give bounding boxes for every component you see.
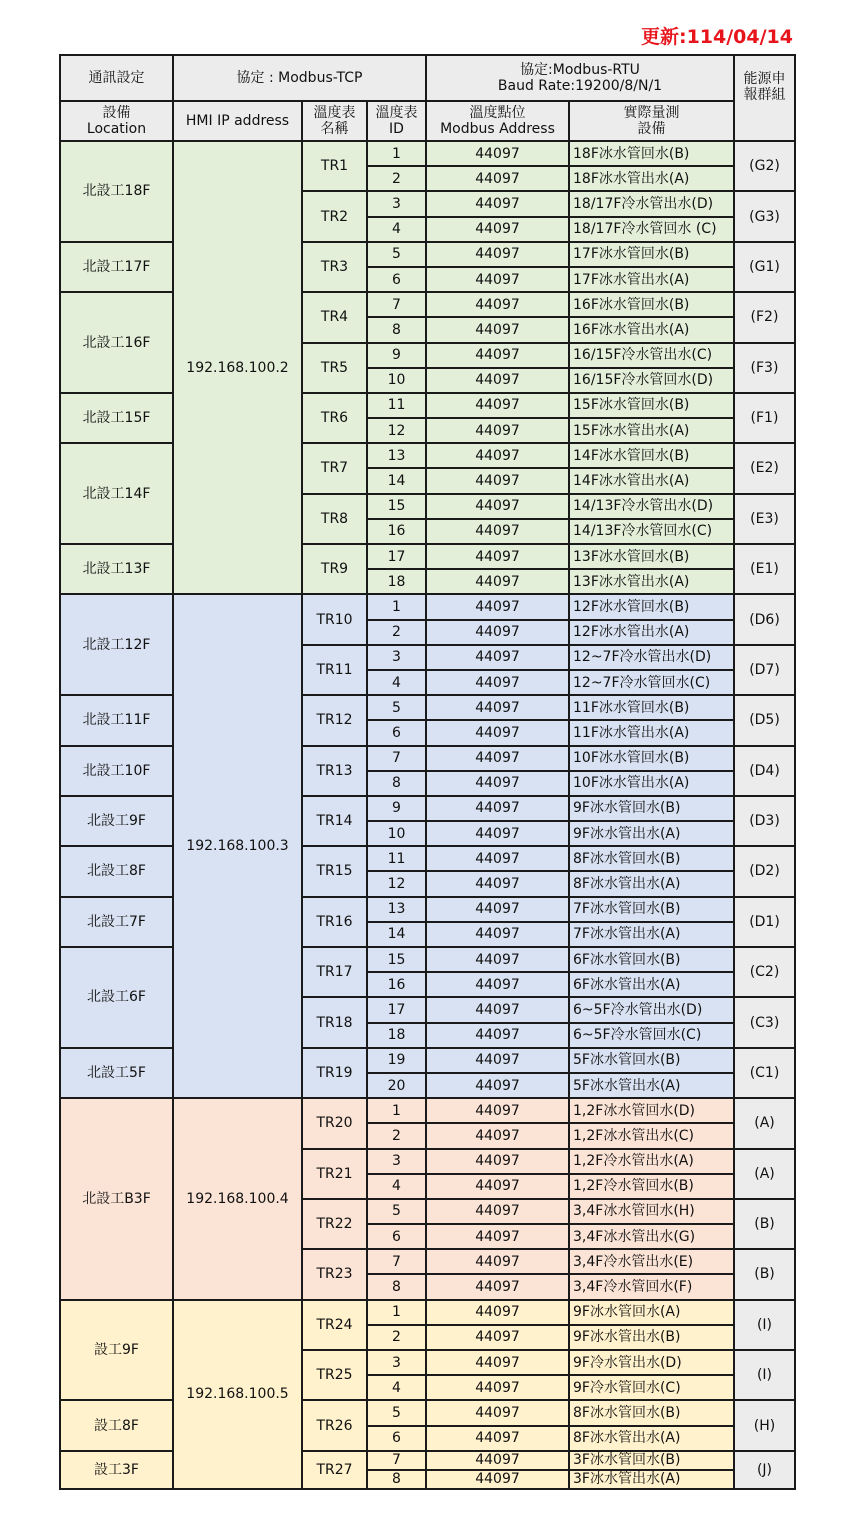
meter-id-cell: 10 [367,368,426,393]
location-cell: 北設工11F [60,695,173,745]
hmi-ip-cell: 192.168.100.4 [173,1098,302,1300]
meter-name-cell: TR11 [302,645,367,695]
meter-id-cell: 7 [367,746,426,771]
device-cell: 1,2F冰水管出水(C) [569,1123,734,1148]
device-cell: 9F冰水管出水(B) [569,1325,734,1350]
meter-id-cell: 12 [367,871,426,896]
meter-id-cell: 4 [367,217,426,242]
location-cell: 北設工17F [60,242,173,292]
meter-id-cell: 8 [367,1470,426,1489]
location-cell: 北設工6F [60,947,173,1048]
modbus-address-cell: 44097 [426,1400,569,1425]
device-cell: 11F冰水管回水(B) [569,695,734,720]
device-cell: 12~7F冷水管出水(D) [569,645,734,670]
device-cell: 1,2F冷水管出水(A) [569,1149,734,1174]
meter-name-cell: TR18 [302,997,367,1047]
header-group-line1: 能源申 [743,71,786,87]
table-row [60,443,795,468]
energy-group-cell: (I) [734,1300,795,1350]
energy-group-cell: (C3) [734,997,795,1047]
meter-id-cell: 7 [367,1249,426,1274]
device-cell: 6F冰水管回水(B) [569,947,734,972]
modbus-address-cell: 44097 [426,343,569,368]
energy-group-cell: (F1) [734,393,795,443]
energy-group-cell: (G1) [734,242,795,292]
table-row [60,897,795,922]
modbus-address-cell: 44097 [426,1224,569,1249]
device-cell: 18F冰水管出水(A) [569,166,734,191]
meter-id-cell: 5 [367,1199,426,1224]
meter-id-cell: 6 [367,1224,426,1249]
table-row [60,846,795,871]
table-row [60,544,795,569]
meter-id-cell: 5 [367,1400,426,1425]
device-cell: 9F冰水管出水(A) [569,821,734,846]
energy-group-cell: (D4) [734,746,795,796]
meter-id-cell: 1 [367,594,426,619]
device-cell: 6F冰水管出水(A) [569,972,734,997]
energy-group-cell: (A) [734,1098,795,1148]
meter-id-cell: 5 [367,695,426,720]
modbus-address-cell: 44097 [426,1274,569,1299]
device-cell: 7F冰水管出水(A) [569,922,734,947]
modbus-address-cell: 44097 [426,191,569,216]
device-cell: 8F冰水管出水(A) [569,871,734,896]
table-row [60,695,795,720]
modbus-address-cell: 44097 [426,620,569,645]
energy-group-cell: (C1) [734,1048,795,1098]
modbus-address-cell: 44097 [426,292,569,317]
device-cell: 3F冰水管出水(A) [569,1470,734,1489]
modbus-address-cell: 44097 [426,1350,569,1375]
meter-name-cell: TR22 [302,1199,367,1249]
energy-group-cell: (H) [734,1400,795,1450]
header-group-line2: 報群組 [743,87,786,103]
table-body [60,141,795,1489]
meter-id-cell: 20 [367,1073,426,1098]
meter-id-cell: 1 [367,1098,426,1123]
energy-group-cell: (C2) [734,947,795,997]
update-date: 更新:114/04/14 [640,26,793,48]
modbus-address-cell: 44097 [426,645,569,670]
meter-id-cell: 10 [367,821,426,846]
modbus-address-cell: 44097 [426,519,569,544]
modbus-address-cell: 44097 [426,1451,569,1470]
energy-group-cell: (D2) [734,846,795,896]
device-cell: 17F冰水管出水(A) [569,267,734,292]
location-cell: 北設工9F [60,796,173,846]
meter-id-cell: 14 [367,922,426,947]
modbus-address-cell: 44097 [426,695,569,720]
device-cell: 18/17F冷水管回水 (C) [569,217,734,242]
modbus-address-cell: 44097 [426,166,569,191]
device-cell: 10F冰水管回水(B) [569,746,734,771]
modbus-address-cell: 44097 [426,821,569,846]
meter-name-cell: TR7 [302,443,367,493]
header-meter-name-line2: 名稱 [320,121,349,137]
table-row [60,947,795,972]
meter-id-cell: 2 [367,1325,426,1350]
modbus-address-cell: 44097 [426,418,569,443]
header-modbus-address [426,101,569,141]
energy-group-cell: (A) [734,1149,795,1199]
meter-name-cell: TR10 [302,594,367,644]
meter-id-cell: 3 [367,1149,426,1174]
modbus-address-cell: 44097 [426,368,569,393]
meter-name-cell: TR16 [302,897,367,947]
meter-id-cell: 14 [367,468,426,493]
location-cell: 北設工13F [60,544,173,594]
modbus-address-cell: 44097 [426,1300,569,1325]
device-cell: 1,2F冰水管回水(D) [569,1098,734,1123]
device-cell: 12F冰水管回水(B) [569,594,734,619]
meter-id-cell: 9 [367,796,426,821]
modbus-address-cell: 44097 [426,1023,569,1048]
modbus-address-cell: 44097 [426,544,569,569]
modbus-address-cell: 44097 [426,1174,569,1199]
device-cell: 14F冰水管出水(A) [569,468,734,493]
header-meter-name-line1: 溫度表 [313,105,356,121]
location-cell: 北設工B3F [60,1098,173,1300]
device-cell: 3,4F冷水管回水(F) [569,1274,734,1299]
meter-name-cell: TR21 [302,1149,367,1199]
meter-name-cell: TR24 [302,1300,367,1350]
meter-name-cell: TR6 [302,393,367,443]
location-cell: 北設工8F [60,846,173,896]
device-cell: 3F冰水管回水(B) [569,1451,734,1470]
modbus-address-cell: 44097 [426,1098,569,1123]
energy-group-cell: (D1) [734,897,795,947]
energy-group-cell: (F2) [734,292,795,342]
header-location-line2: Location [86,121,147,137]
device-cell: 16/15F冷水管出水(C) [569,343,734,368]
device-cell: 9F冷水管出水(D) [569,1350,734,1375]
modbus-address-cell: 44097 [426,947,569,972]
header-protocol-rtu [426,55,734,101]
device-cell: 9F冰水管回水(A) [569,1300,734,1325]
table-row [60,594,795,619]
meter-name-cell: TR9 [302,544,367,594]
modbus-address-cell: 44097 [426,796,569,821]
hmi-ip-cell: 192.168.100.5 [173,1300,302,1489]
meter-name-cell: TR15 [302,846,367,896]
device-cell: 13F冰水管出水(A) [569,569,734,594]
meter-id-cell: 17 [367,997,426,1022]
device-cell: 16F冰水管回水(B) [569,292,734,317]
energy-group-cell: (D3) [734,796,795,846]
meter-id-cell: 11 [367,393,426,418]
header-protocol-tcp: 協定 : Modbus-TCP [173,55,426,101]
energy-group-cell: (D5) [734,695,795,745]
modbus-address-cell: 44097 [426,897,569,922]
modbus-address-cell: 44097 [426,1249,569,1274]
meter-id-cell: 5 [367,242,426,267]
device-cell: 18F冰水管回水(B) [569,141,734,166]
meter-id-cell: 15 [367,494,426,519]
meter-id-cell: 3 [367,1350,426,1375]
modbus-address-cell: 44097 [426,771,569,796]
table-row [60,1400,795,1425]
location-cell: 北設工12F [60,594,173,695]
meter-name-cell: TR14 [302,796,367,846]
device-cell: 1,2F冷水管回水(B) [569,1174,734,1199]
table-row [60,393,795,418]
meter-id-cell: 3 [367,191,426,216]
meter-id-cell: 19 [367,1048,426,1073]
device-cell: 16/15F冷水管回水(D) [569,368,734,393]
table-row [60,292,795,317]
modbus-address-cell: 44097 [426,846,569,871]
energy-group-cell: (D6) [734,594,795,644]
meter-name-cell: TR13 [302,746,367,796]
device-cell: 13F冰水管回水(B) [569,544,734,569]
meter-name-cell: TR26 [302,1400,367,1450]
energy-group-cell: (F3) [734,343,795,393]
energy-group-cell: (E3) [734,494,795,544]
energy-group-cell: (E2) [734,443,795,493]
energy-group-cell: (G3) [734,191,795,241]
modbus-address-cell: 44097 [426,317,569,342]
device-cell: 16F冰水管出水(A) [569,317,734,342]
header-device-line1: 實際量測 [623,105,680,121]
meter-name-cell: TR25 [302,1350,367,1400]
header-meter-id-line2: ID [389,121,404,137]
meter-name-cell: TR12 [302,695,367,745]
energy-group-cell: (I) [734,1350,795,1400]
modbus-address-cell: 44097 [426,217,569,242]
modbus-address-cell: 44097 [426,720,569,745]
device-cell: 15F冰水管出水(A) [569,418,734,443]
modbus-address-cell: 44097 [426,1426,569,1451]
device-cell: 8F冰水管回水(B) [569,1400,734,1425]
meter-id-cell: 1 [367,141,426,166]
header-hmi-ip: HMI IP address [173,101,302,141]
meter-id-cell: 8 [367,317,426,342]
meter-id-cell: 2 [367,620,426,645]
table-row [60,141,795,166]
table-row [60,1098,795,1123]
device-cell: 9F冷水管回水(C) [569,1375,734,1400]
table-row [60,796,795,821]
device-cell: 14/13F冷水管回水(C) [569,519,734,544]
meter-name-cell: TR3 [302,242,367,292]
meter-id-cell: 7 [367,292,426,317]
meter-id-cell: 11 [367,846,426,871]
device-cell: 3,4F冰水管回水(H) [569,1199,734,1224]
energy-group-cell: (E1) [734,544,795,594]
meter-id-cell: 6 [367,267,426,292]
table-row [60,1300,795,1325]
modbus-address-cell: 44097 [426,494,569,519]
header-meter-id-line1: 溫度表 [375,105,418,121]
device-cell: 3,4F冷水管出水(E) [569,1249,734,1274]
meter-name-cell: TR8 [302,494,367,544]
meter-id-cell: 16 [367,972,426,997]
meter-id-cell: 2 [367,166,426,191]
meter-id-cell: 18 [367,569,426,594]
meter-id-cell: 3 [367,645,426,670]
header-location [60,101,173,141]
header-meter-id [367,101,426,141]
table-row [60,242,795,267]
table-row [60,1451,795,1470]
location-cell: 北設工7F [60,897,173,947]
meter-name-cell: TR4 [302,292,367,342]
meter-name-cell: TR23 [302,1249,367,1299]
modbus-address-cell: 44097 [426,443,569,468]
meter-name-cell: TR17 [302,947,367,997]
header-meter-name [302,101,367,141]
device-cell: 9F冰水管回水(B) [569,796,734,821]
modbus-address-cell: 44097 [426,1375,569,1400]
modbus-address-cell: 44097 [426,141,569,166]
energy-group-cell: (G2) [734,141,795,191]
device-cell: 3,4F冰水管出水(G) [569,1224,734,1249]
meter-id-cell: 13 [367,443,426,468]
meter-id-cell: 15 [367,947,426,972]
meter-name-cell: TR27 [302,1451,367,1489]
meter-id-cell: 13 [367,897,426,922]
meter-id-cell: 8 [367,771,426,796]
header-energy-group [734,55,795,141]
modbus-address-cell: 44097 [426,569,569,594]
meter-id-cell: 17 [367,544,426,569]
table-row [60,1048,795,1073]
modbus-address-cell: 44097 [426,594,569,619]
modbus-address-cell: 44097 [426,670,569,695]
modbus-address-cell: 44097 [426,393,569,418]
meter-id-cell: 18 [367,1023,426,1048]
device-cell: 5F冰水管出水(A) [569,1073,734,1098]
meter-id-cell: 16 [367,519,426,544]
meter-id-cell: 9 [367,343,426,368]
meter-config-table [59,54,796,1490]
modbus-address-cell: 44097 [426,468,569,493]
modbus-address-cell: 44097 [426,746,569,771]
meter-name-cell: TR19 [302,1048,367,1098]
location-cell: 設工9F [60,1300,173,1401]
meter-name-cell: TR20 [302,1098,367,1148]
meter-name-cell: TR5 [302,343,367,393]
location-cell: 北設工18F [60,141,173,242]
meter-id-cell: 6 [367,1426,426,1451]
header-address-line2: Modbus Address [440,121,555,137]
meter-id-cell: 4 [367,1174,426,1199]
device-cell: 12F冰水管出水(A) [569,620,734,645]
header-device-line2: 設備 [637,121,666,137]
modbus-address-cell: 44097 [426,267,569,292]
modbus-address-cell: 44097 [426,1470,569,1489]
device-cell: 6~5F冷水管回水(C) [569,1023,734,1048]
header-comm-settings: 通訊設定 [60,55,173,101]
meter-id-cell: 12 [367,418,426,443]
header-rtu-line2: Baud Rate:19200/8/N/1 [497,78,663,94]
hmi-ip-cell: 192.168.100.3 [173,594,302,1098]
modbus-address-cell: 44097 [426,922,569,947]
meter-id-cell: 6 [367,720,426,745]
meter-id-cell: 4 [367,1375,426,1400]
header-rtu-line1: 協定:Modbus-RTU [520,62,640,78]
header-location-line1: 設備 [102,105,131,121]
modbus-address-cell: 44097 [426,972,569,997]
meter-name-cell: TR2 [302,191,367,241]
device-cell: 17F冰水管回水(B) [569,242,734,267]
modbus-address-cell: 44097 [426,1199,569,1224]
location-cell: 設工8F [60,1400,173,1450]
device-cell: 7F冰水管回水(B) [569,897,734,922]
modbus-address-cell: 44097 [426,1073,569,1098]
location-cell: 設工3F [60,1451,173,1489]
modbus-address-cell: 44097 [426,242,569,267]
device-cell: 15F冰水管回水(B) [569,393,734,418]
hmi-ip-cell: 192.168.100.2 [173,141,302,594]
modbus-address-cell: 44097 [426,1048,569,1073]
location-cell: 北設工16F [60,292,173,393]
device-cell: 11F冰水管出水(A) [569,720,734,745]
location-cell: 北設工14F [60,443,173,544]
energy-group-cell: (D7) [734,645,795,695]
modbus-address-cell: 44097 [426,871,569,896]
device-cell: 14/13F冷水管出水(D) [569,494,734,519]
location-cell: 北設工5F [60,1048,173,1098]
device-cell: 10F冰水管出水(A) [569,771,734,796]
energy-group-cell: (B) [734,1249,795,1299]
device-cell: 18/17F冷水管出水(D) [569,191,734,216]
location-cell: 北設工15F [60,393,173,443]
modbus-address-cell: 44097 [426,1325,569,1350]
meter-id-cell: 1 [367,1300,426,1325]
modbus-address-cell: 44097 [426,1149,569,1174]
device-cell: 14F冰水管回水(B) [569,443,734,468]
device-cell: 12~7F冷水管回水(C) [569,670,734,695]
meter-id-cell: 8 [367,1274,426,1299]
device-cell: 6~5F冷水管出水(D) [569,997,734,1022]
modbus-address-cell: 44097 [426,997,569,1022]
device-cell: 5F冰水管回水(B) [569,1048,734,1073]
device-cell: 8F冰水管出水(A) [569,1426,734,1451]
energy-group-cell: (J) [734,1451,795,1489]
meter-id-cell: 2 [367,1123,426,1148]
meter-id-cell: 7 [367,1451,426,1470]
table-row [60,746,795,771]
modbus-address-cell: 44097 [426,1123,569,1148]
meter-id-cell: 4 [367,670,426,695]
device-cell: 8F冰水管回水(B) [569,846,734,871]
meter-name-cell: TR1 [302,141,367,191]
energy-group-cell: (B) [734,1199,795,1249]
header-address-line1: 溫度點位 [469,105,526,121]
location-cell: 北設工10F [60,746,173,796]
header-device [569,101,734,141]
